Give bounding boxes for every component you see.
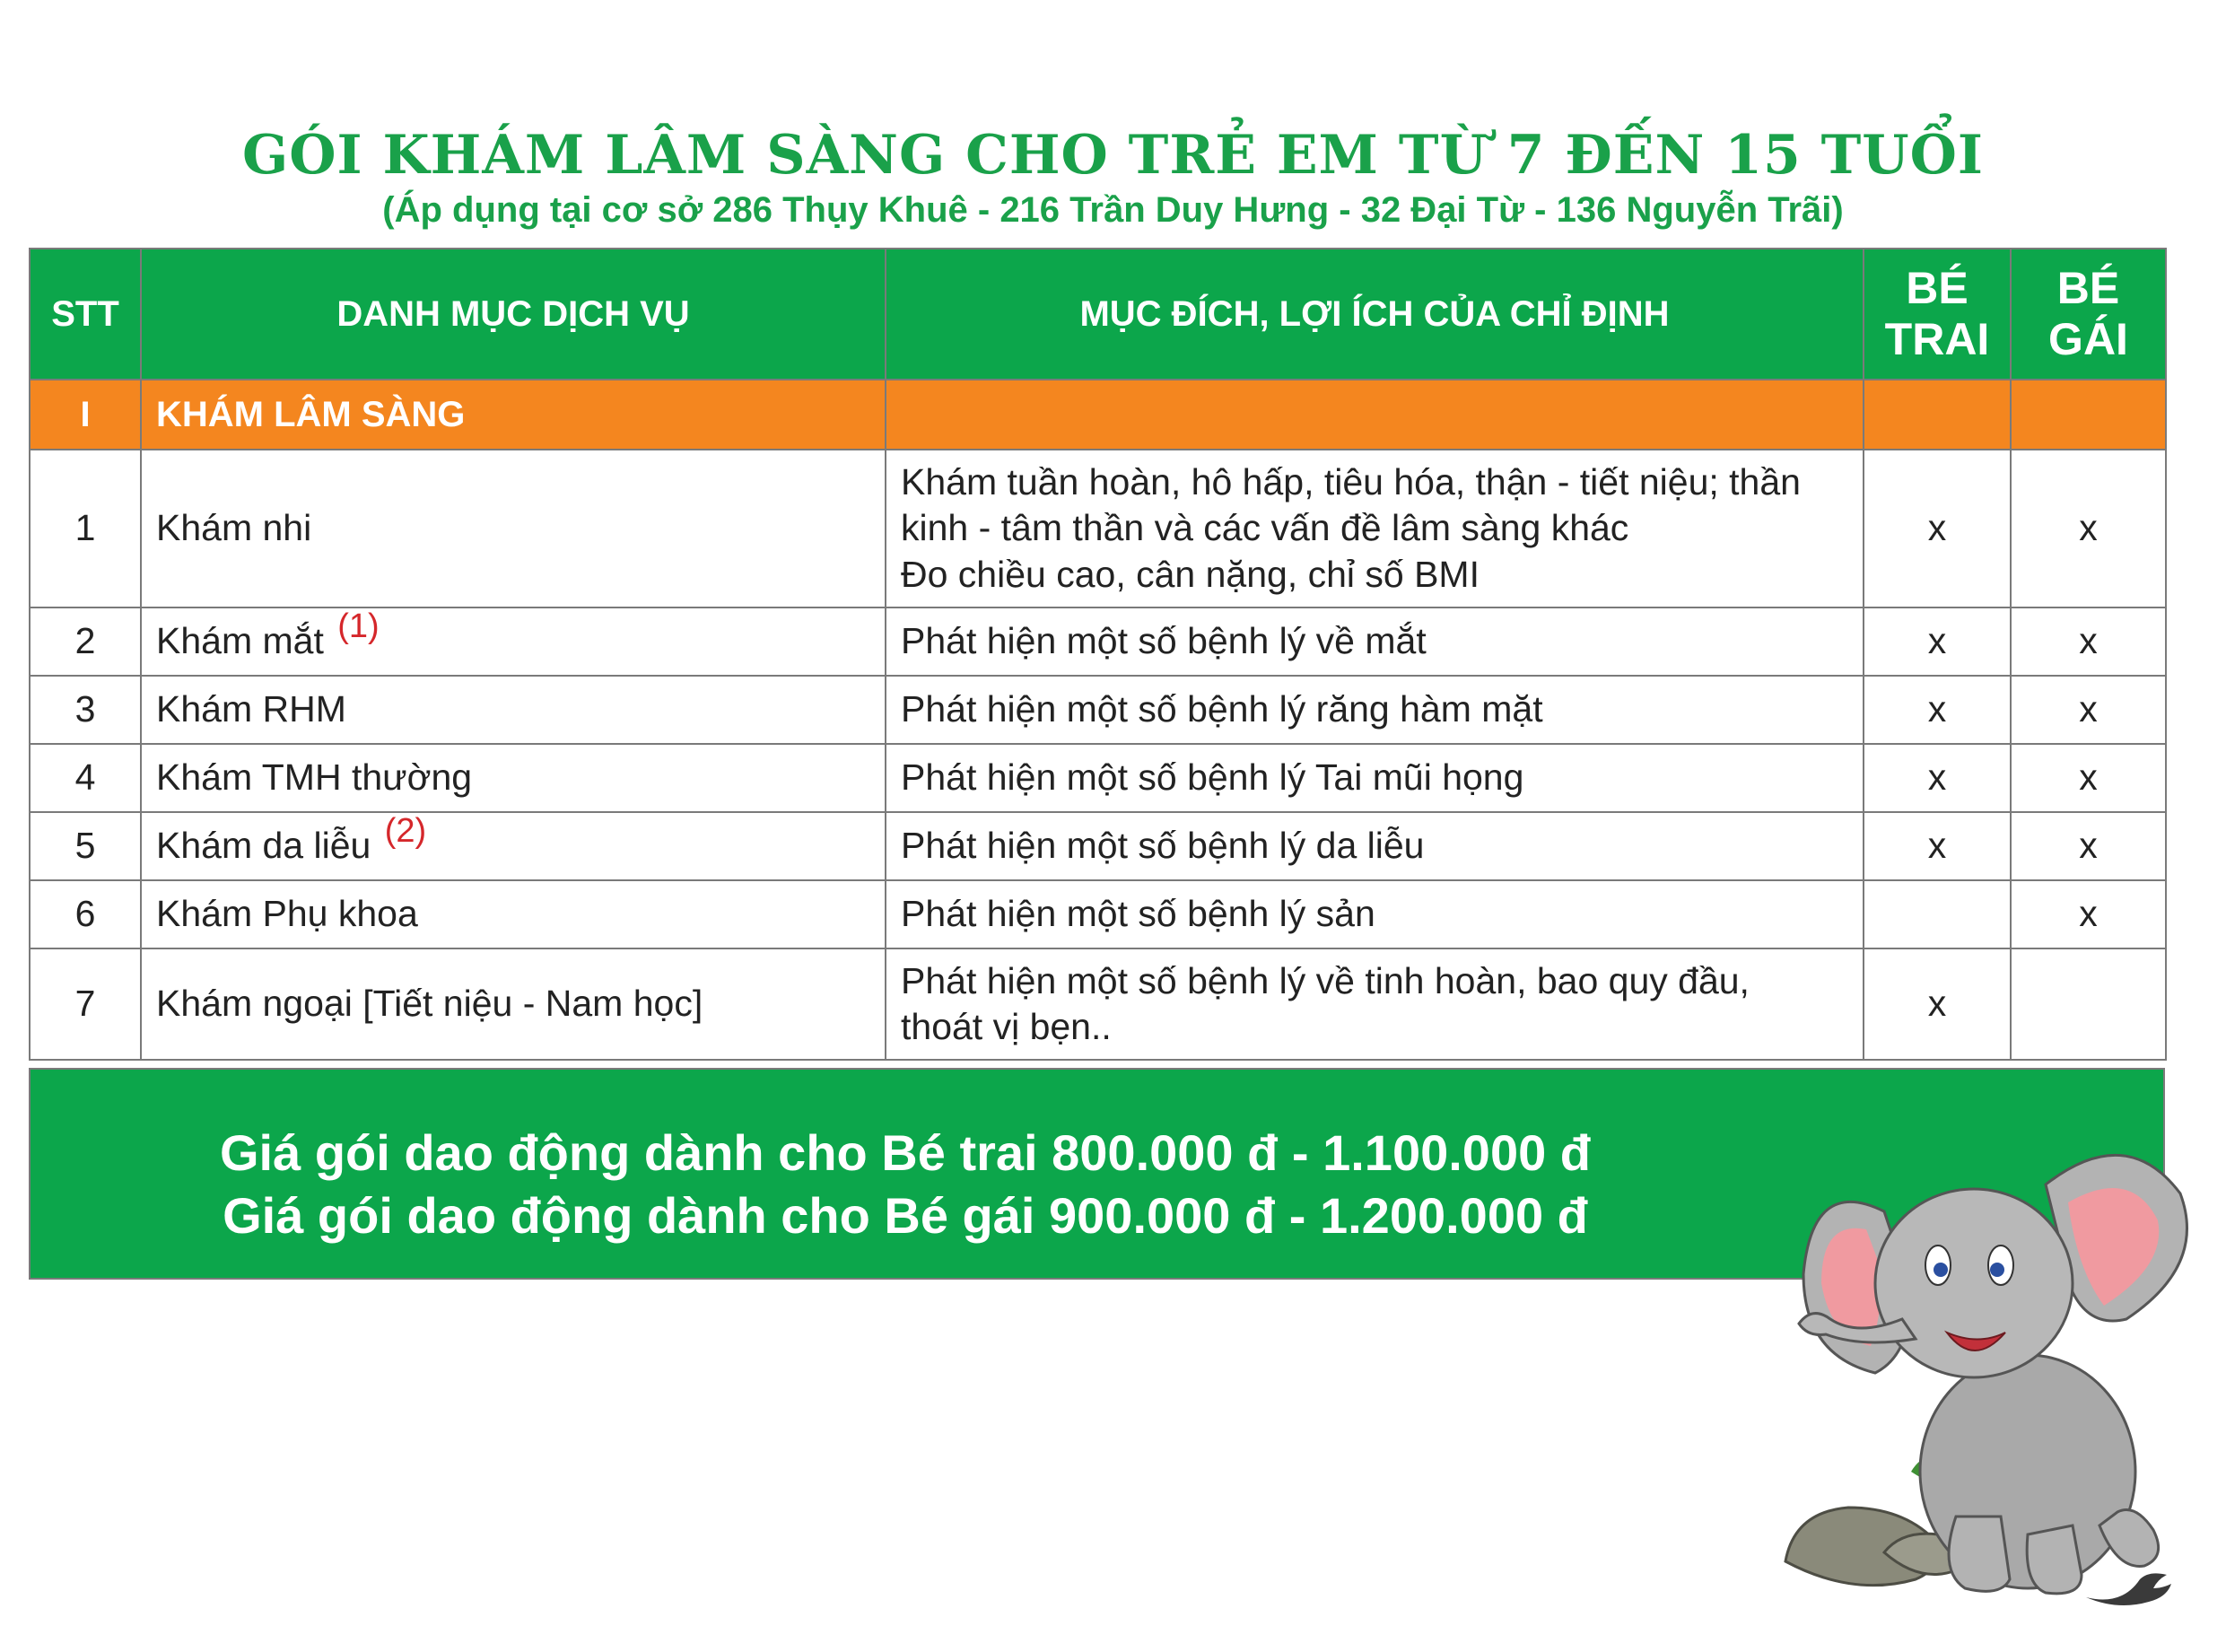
row-girl-mark: x <box>2011 676 2166 744</box>
purpose-line: thoát vị bẹn.. <box>901 1006 1112 1047</box>
table-header-row <box>30 249 2166 380</box>
purpose-line: Khám tuần hoàn, hô hấp, tiêu hóa, thận - tiết niệu; thần <box>901 461 1801 503</box>
row-girl-mark: x <box>2011 880 2166 948</box>
row-girl-mark: x <box>2011 607 2166 676</box>
purpose-line: Phát hiện một số bệnh lý Tai mũi họng <box>901 756 1524 799</box>
row-stt: 6 <box>30 880 141 948</box>
purpose-line: Phát hiện một số bệnh lý sản <box>901 893 1375 935</box>
row-stt: 7 <box>30 948 141 1060</box>
table-row <box>30 676 2166 744</box>
section-name: KHÁM LÂM SÀNG <box>141 380 886 450</box>
section-row <box>30 380 2166 450</box>
row-purpose <box>886 450 1864 607</box>
header-service: DANH MỤC DỊCH VỤ <box>141 249 886 380</box>
table-row <box>30 812 2166 880</box>
row-purpose <box>886 948 1864 1060</box>
row-purpose <box>886 812 1864 880</box>
row-stt: 4 <box>30 744 141 812</box>
service-name: Khám Phụ khoa <box>156 893 418 935</box>
page-title: GÓI KHÁM LÂM SÀNG CHO TRẺ EM TỪ 7 ĐẾN 15 TUỔI <box>242 124 1984 187</box>
row-boy-mark: x <box>1864 676 2011 744</box>
service-name: Khám nhi <box>156 507 312 549</box>
row-service <box>141 450 886 607</box>
row-boy-mark <box>1864 880 2011 948</box>
table-row <box>30 948 2166 1060</box>
row-girl-mark <box>2011 948 2166 1060</box>
page-subtitle: (Áp dụng tại cơ sở 286 Thụy Khuê - 216 Trần Duy Hưng - 32 Đại Từ - 136 Nguyễn Trãi) <box>382 190 1844 230</box>
purpose-line: Phát hiện một số bệnh lý da liễu <box>901 825 1425 867</box>
header-girl-label: BÉ GÁI <box>2048 262 2128 364</box>
row-stt: 3 <box>30 676 141 744</box>
price-boy: Giá gói dao động dành cho Bé trai 800.000 đ - 1.100.000 đ <box>220 1124 1591 1181</box>
table-row <box>30 880 2166 948</box>
table-row <box>30 744 2166 812</box>
row-purpose <box>886 744 1864 812</box>
service-table <box>29 248 2167 1061</box>
price-girl: Giá gói dao động dành cho Bé gái 900.000 đ - 1.200.000 đ <box>223 1187 1588 1244</box>
table-row <box>30 450 2166 607</box>
row-purpose <box>886 676 1864 744</box>
header-boy-label: BÉ TRAI <box>1884 262 1990 364</box>
row-service <box>141 948 886 1060</box>
header-stt: STT <box>30 249 141 380</box>
row-service <box>141 744 886 812</box>
row-girl-mark: x <box>2011 744 2166 812</box>
row-purpose <box>886 607 1864 676</box>
table-row <box>30 607 2166 676</box>
row-boy-mark: x <box>1864 450 2011 607</box>
footnote-marker: (2) <box>384 812 427 851</box>
section-stt: I <box>30 380 141 450</box>
header-girl <box>2011 249 2166 380</box>
service-name: Khám RHM <box>156 688 346 730</box>
elephant-illustration <box>1759 1131 2207 1615</box>
header-boy <box>1864 249 2011 380</box>
service-name: Khám mắt <box>156 620 324 662</box>
service-name: Khám ngoại [Tiết niệu - Nam học] <box>156 983 703 1025</box>
purpose-line: Đo chiều cao, cân nặng, chỉ số BMI <box>901 553 1480 595</box>
row-boy-mark: x <box>1864 948 2011 1060</box>
purpose-line: Phát hiện một số bệnh lý răng hàm mặt <box>901 688 1543 730</box>
purpose-line: kinh - tâm thần và các vấn đề lâm sàng khác <box>901 507 1629 549</box>
purpose-line: Phát hiện một số bệnh lý về mắt <box>901 620 1427 662</box>
header-purpose: MỤC ĐÍCH, LỢI ÍCH CỦA CHỈ ĐỊNH <box>886 249 1864 380</box>
row-stt: 2 <box>30 607 141 676</box>
service-name: Khám da liễu <box>156 825 371 867</box>
service-name: Khám TMH thường <box>156 756 473 799</box>
row-boy-mark: x <box>1864 607 2011 676</box>
row-stt: 1 <box>30 450 141 607</box>
row-purpose <box>886 880 1864 948</box>
row-service <box>141 676 886 744</box>
footnote-marker: (1) <box>337 607 380 646</box>
row-service <box>141 607 886 676</box>
purpose-line: Phát hiện một số bệnh lý về tinh hoàn, bao quy đầu, <box>901 959 1750 1001</box>
row-stt: 5 <box>30 812 141 880</box>
row-girl-mark: x <box>2011 812 2166 880</box>
row-girl-mark: x <box>2011 450 2166 607</box>
row-boy-mark: x <box>1864 744 2011 812</box>
row-service <box>141 880 886 948</box>
row-boy-mark: x <box>1864 812 2011 880</box>
row-service <box>141 812 886 880</box>
